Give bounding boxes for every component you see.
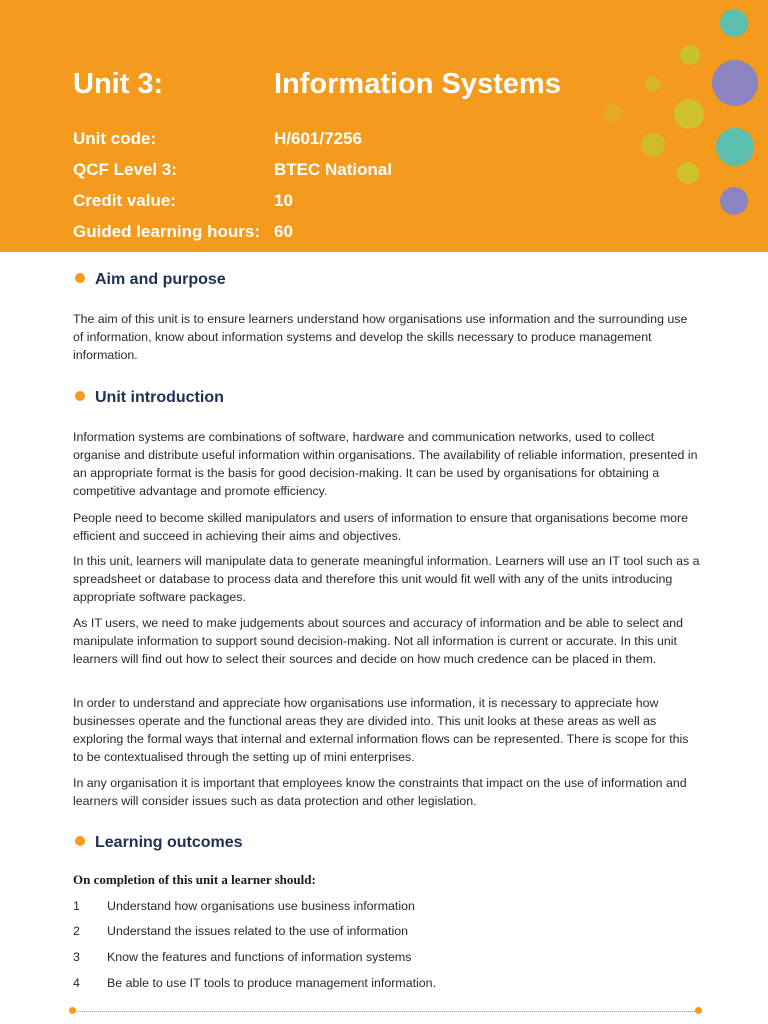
decor-dot bbox=[720, 187, 748, 215]
outcome-number: 1 bbox=[73, 899, 80, 913]
heading-text: Unit introduction bbox=[95, 389, 224, 406]
meta-value: 10 bbox=[274, 191, 293, 210]
meta-value: H/601/7256 bbox=[274, 129, 362, 148]
intro-paragraph: People need to become skilled manipulators and users of information to ensure that organisations become more efficient and succeed in achieving their aims and objectives. bbox=[73, 511, 689, 543]
outcome-text: Understand the issues related to the use of information bbox=[107, 924, 408, 938]
decor-dot bbox=[677, 162, 699, 184]
decor-dot bbox=[716, 128, 754, 166]
decor-dot bbox=[712, 60, 758, 106]
bullet-icon bbox=[75, 391, 85, 401]
meta-label: Credit value: bbox=[73, 191, 176, 210]
heading-text: Aim and purpose bbox=[95, 271, 226, 288]
outcome-text: Be able to use IT tools to produce management information. bbox=[107, 976, 437, 990]
intro-paragraph: In order to understand and appreciate how organisations use information, it is necessary to appreciate how businesses operate and the functional areas they are divided into. This unit looks at these areas as well as exploring the formal ways that internal and external information flows can be represented. There is scope for this to be contextualised through the setting up of mini enterprises. bbox=[73, 696, 689, 764]
section-heading-introduction bbox=[75, 389, 224, 407]
outcome-text: Know the features and functions of information systems bbox=[107, 950, 412, 964]
section-heading-outcomes bbox=[75, 834, 243, 852]
intro-paragraph: As IT users, we need to make judgements about sources and accuracy of information and be able to select and manipulate information to support sound decision-making. Not all information is current or accurate. In this unit learners will find out how to select their sources and decide on how much credence can be placed in them. bbox=[73, 616, 684, 666]
decor-dot bbox=[645, 76, 661, 92]
meta-label: QCF Level 3: bbox=[73, 160, 177, 179]
decor-dot bbox=[720, 9, 748, 37]
heading-text: Learning outcomes bbox=[95, 834, 243, 851]
footer-divider bbox=[73, 1011, 699, 1012]
bullet-icon bbox=[75, 273, 85, 283]
decor-dot bbox=[641, 133, 665, 157]
intro-paragraph: In any organisation it is important that employees know the constraints that impact on the use of information and learners will consider issues such as data protection and other legislation. bbox=[73, 776, 687, 808]
section-heading-aim bbox=[75, 271, 226, 289]
outcome-number: 3 bbox=[73, 950, 80, 964]
intro-paragraph: Information systems are combinations of software, hardware and communication networks, used to collect organise and distribute useful information within organisations. The availability of reliable information, presented in an appropriate format is the basis for good decision-making. It can be used by organisations for obtaining a competitive advantage and promote efficiency. bbox=[73, 430, 698, 498]
divider-end-dot bbox=[695, 1007, 702, 1014]
outcomes-intro: On completion of this unit a learner should: bbox=[73, 872, 316, 887]
outcome-number: 4 bbox=[73, 976, 80, 990]
bullet-icon bbox=[75, 836, 85, 846]
meta-label: Guided learning hours: bbox=[73, 222, 261, 241]
meta-label: Unit code: bbox=[73, 129, 157, 148]
outcome-number: 2 bbox=[73, 924, 80, 938]
outcome-text: Understand how organisations use business information bbox=[107, 899, 415, 913]
decor-dot bbox=[604, 104, 622, 122]
intro-paragraph: In this unit, learners will manipulate data to generate meaningful information. Learners will use an IT tool such as a spreadsheet or database to process data and therefore this unit would fit well with any of the units introducing appropriate software packages. bbox=[73, 554, 700, 604]
decor-dot bbox=[674, 99, 704, 129]
divider-end-dot bbox=[69, 1007, 76, 1014]
decor-dot bbox=[680, 45, 700, 65]
meta-value: BTEC National bbox=[274, 160, 393, 179]
unit-title: Information Systems bbox=[274, 68, 561, 100]
meta-value: 60 bbox=[274, 222, 293, 241]
header-banner bbox=[0, 0, 768, 252]
aim-paragraph: The aim of this unit is to ensure learners understand how organisations use information and the surrounding use of information, know about information systems and develop the skills necessary to produce management information. bbox=[73, 312, 688, 362]
unit-number: Unit 3: bbox=[73, 68, 164, 100]
